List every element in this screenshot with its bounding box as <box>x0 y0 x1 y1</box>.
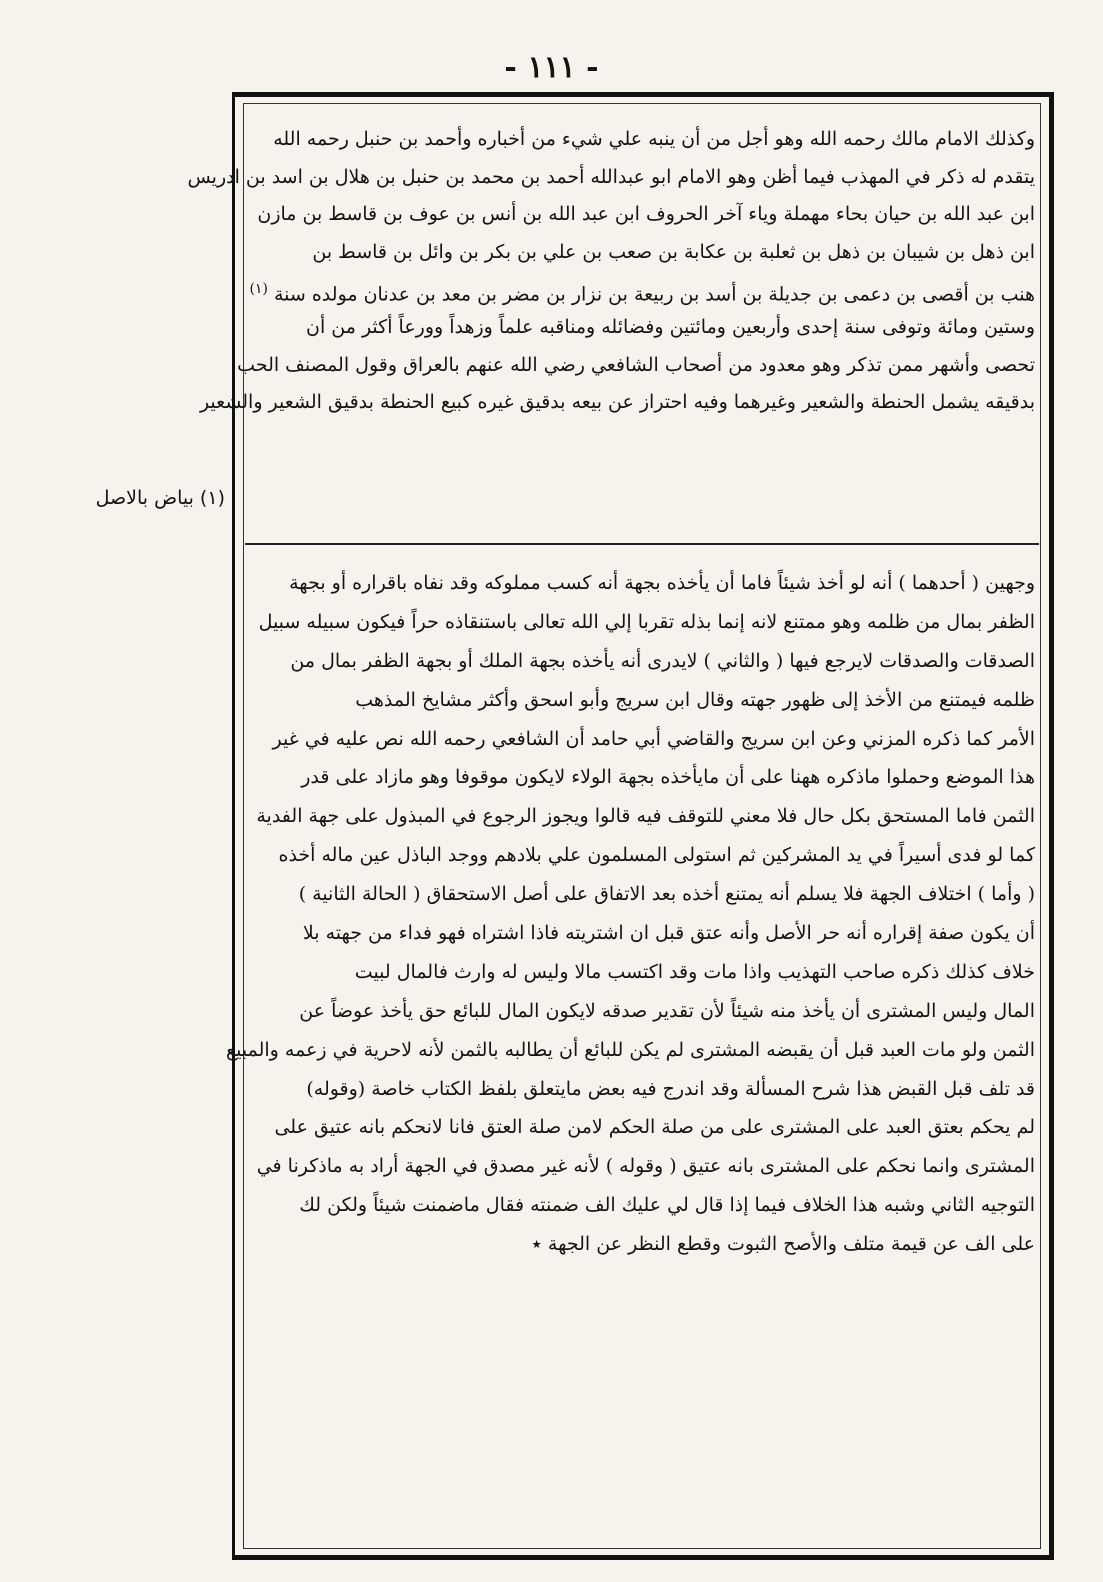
commentary-line: المشترى وانما نحكم على المشترى بانه عتيق ( وقوله ) لأنه غير مصدق في الجهة أراد به ماذكرنا في <box>256 1155 1035 1178</box>
commentary-line: هذا الموضع وحملوا ماذكره ههنا على أن مايأخذه بجهة الولاء لايكون موقوفا وهو مازاد على قدر <box>301 766 1035 789</box>
main-text-line: وكذلك الامام مالك رحمه الله وهو أجل من أن ينبه علي شيء من أخباره وأحمد بن حنبل رحمه الله <box>273 128 1035 150</box>
main-text-line: تحصى وأشهر ممن تذكر وهو معدود من أصحاب الشافعي رضي الله عنهم بالعراق وقول المصنف الحب <box>237 353 1035 376</box>
commentary-line: الصدقات والصدقات لايرجع فيها ( والثاني ) لايدرى أنه يأخذه بجهة الملك أو بجهة الظفر بمال من <box>290 649 1035 672</box>
commentary-line: التوجيه الثاني وشبه هذا الخلاف فيما إذا قال لي عليك الف ضمنته فقال ماضمنت شيئاً ولكن لك <box>299 1194 1035 1217</box>
commentary-line: الثمن ولو مات العبد قبل أن يقبضه المشترى لم يكن للبائع أن يطالبه بالثمن لأنه لاحرية في زعمه والمبيع <box>226 1038 1035 1061</box>
commentary-line: الثمن فاما المستحق بكل حال فلا معني للتوقف فيه قالوا ويجوز الرجوع في المبذول على جهة الفدية <box>256 805 1035 828</box>
page-frame <box>187 92 1054 1560</box>
commentary-line: أن يكون صفة إقراره أنه حر الأصل وأنه عتق قبل ان اشتريته فاذا اشتراه فهو فداء من جهته بلا <box>302 922 1035 945</box>
commentary-line: خلاف كذلك ذكره صاحب التهذيب واذا مات وقد اكتسب مالا وليس له وارث فالمال لبيت <box>354 960 1035 983</box>
main-text-line: هنب بن أقصى بن دعمى بن جديلة بن أسد بن ربيعة بن نزار بن مضر بن معد بن عدنان مولده سنة <box>273 283 1035 306</box>
commentary-line: المال وليس المشترى أن يأخذ منه شيئاً لأن تقدير صدقه لايكون المال للبائع حق يأخذ عوضاً عن <box>299 999 1035 1022</box>
main-text-line-with-footnote <box>249 271 1035 309</box>
commentary-line: قد تلف قبل القبض هذا شرح المسألة وقد اندرج فيه بعض مايتعلق بلفظ الكتاب خاصة (وقوله) <box>306 1077 1035 1100</box>
commentary-line: الأمر كما ذكره المزني وعن ابن سريج والقاضي أبي حامد أن الشافعي رحمه الله نص عليه في غير <box>272 727 1035 750</box>
commentary-line: لم يحكم بعتق العبد على المشترى على من صلة الحكم لامن صلة العتق فانا لانحكم بانه عتيق على <box>274 1116 1035 1139</box>
footnote-marker: (١) <box>249 281 268 298</box>
main-text-line: بدقيقه يشمل الحنطة والشعير وغيرهما وفيه احتراز عن بيعه بدقيق غيره كبيع الحنطة بدقيق الشعير والشعير <box>199 391 1035 414</box>
commentary-line: وجهين ( أحدهما ) أنه لو أخذ شيئاً فاما أن يأخذه بجهة أنه كسب مملوكه وقد نفاه باقراره أو بجهة <box>289 572 1035 594</box>
commentary-line: ظلمه فيمتنع من الأخذ إلى ظهور جهته وقال ابن سريج وأبو اسحق وأكثر مشايخ المذهب <box>355 688 1035 711</box>
main-text-line: وستين ومائة وتوفى سنة إحدى وأربعين ومائتين وفضائله ومناقبه علماً وزهداً وورعاً أكثر من أن <box>306 315 1035 338</box>
main-text <box>187 121 1035 422</box>
commentary-line: على الف عن قيمة متلف والأصح الثبوت وقطع النظر عن الجهة ٭ <box>531 1233 1035 1256</box>
margin-footnote: (١) بياض بالاصل <box>95 487 225 509</box>
page-number: - ١١١ - <box>504 50 599 85</box>
main-text-line: ابن عبد الله بن حيان بحاء مهملة وياء آخر الحروف ابن عبد الله بن أنس بن عوف بن قاسط بن مازن <box>257 203 1035 226</box>
main-text-line: ابن ذهل بن شيبان بن ذهل بن ثعلبة بن عكابة بن صعب بن علي بن بكر بن وائل بن قاسط بن <box>312 240 1035 263</box>
commentary-line: كما لو فدى أسيراً في يد المشركين ثم استولى المسلمون علي بلادهم ووجد الباذل عين ماله أخذه <box>278 844 1035 867</box>
section-divider <box>245 543 1039 545</box>
commentary-line: ( وأما ) اختلاف الجهة فلا يسلم أنه يمتنع أخذه بعد الاتفاق على أصل الاستحقاق ( الحالة الثانية ) <box>298 883 1035 906</box>
commentary-line: الظفر بمال من ظلمه وهو ممتنع لانه إنما بذله تقربا إلي الله تعالى باستنقاذه حراً فيكون سبيله سبيل <box>258 610 1035 633</box>
main-text-line: يتقدم له ذكر في المهذب فيما أظن وهو الامام ابو عبدالله أحمد بن محمد بن حنبل بن هلال بن اسد بن ادريس <box>187 165 1035 188</box>
commentary-text <box>226 564 1035 1264</box>
